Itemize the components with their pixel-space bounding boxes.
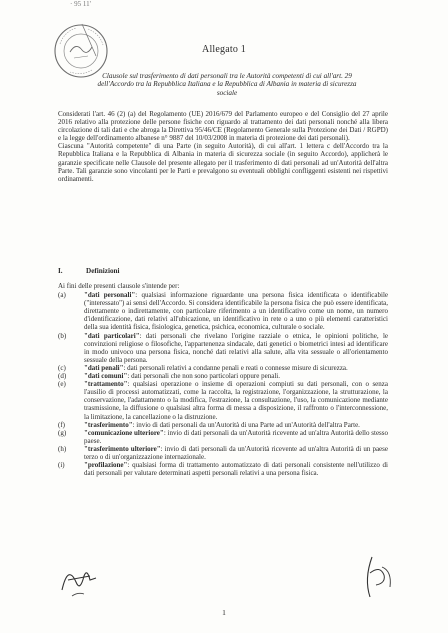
definition-letter: (c) xyxy=(58,363,66,372)
definition-item xyxy=(58,332,388,364)
definition-term: "profilazione" xyxy=(84,461,128,470)
definition-letter: (b) xyxy=(58,331,67,340)
definition-text: : qualsiasi informazione riguardante una persona fisica identificata o identificabile ("interessato") ai sensi dell'Accordo. Si considera identificabile la persona fisica che può essere identificata, direttamente o indirettamente, con particolare riferimento a un identificativo come un nome, un numero d'identificazione, dati relativi all'ubicazione, un identificativo in rete o a uno o più elementi caratteristici della sua identità fisica, fisiologica, genetica, psichica, economica, culturale o sociale. xyxy=(84,291,388,332)
intro-section xyxy=(58,110,388,183)
definition-term: "dati particolari" xyxy=(84,331,140,340)
definition-text: : dati personali relativi a condanne penali e reati o connesse misure di sicurezza. xyxy=(123,363,348,372)
definition-letter: (d) xyxy=(58,372,67,381)
definition-text: : dati personali che rivelano l'origine razziale o etnica, le opinioni politiche, le convinzioni religiose o filosofiche, l'appartenenza sindacale, dati genetici o biometrici intesi ad identificare in modo univoco una persona fisica, nonché dati relativi alla salute, alla vita sessuale o all'orientamento sessuale della persona. xyxy=(84,331,388,364)
section-title: Definizioni xyxy=(86,267,120,275)
handwritten-note: · 95 11' xyxy=(70,0,91,8)
intro-paragraph: Ciascuna "Autorità competente" di una Parte (in seguito Autorità), di cui all'art. 1 lettera c dell'Accordo tra la Repubblica Italiana e la Repubblica di Albania in materia di sicurezza sociale (in seguito Accordo), applicherà le garanzie specificate nelle Clausole del presente allegato per il trasferimento di dati personali ad un'Autorità dell'altra Parte. Tali garanzie sono vincolanti per le Parti e prevalgono su eventuali obblighi confliggenti esistenti nei rispettivi ordinamenti. xyxy=(58,142,388,183)
definitions-list xyxy=(58,282,388,477)
intro-paragraph: Considerati l'art. 46 (2) (a) del Regolamento (UE) 2016/679 del Parlamento europeo e del Consiglio del 27 aprile 2016 relativo alla protezione delle persone fisiche con riguardo al trattamento dei dati personali nonché alla libera circolazione di tali dati e che abroga la Direttiva 95/46/CE (Regolamento Generale sulla Protezione dei Dati / RGPD) e la legge dell'ordinamento albanese n° 9887 del 10/03/2008 in materia di protezione dei dati personali). xyxy=(58,110,388,143)
definition-text: : dati personali che non sono particolari oppure penali. xyxy=(127,372,280,381)
definition-letter: (h) xyxy=(58,444,67,453)
definition-item xyxy=(58,445,388,461)
definition-letter: (g) xyxy=(58,428,67,437)
definition-item xyxy=(58,421,388,429)
definition-term: "dati comuni" xyxy=(84,372,128,381)
definition-letter: (i) xyxy=(58,461,65,470)
definition-text: : invio di dati personali da un'Autorità di una Parte ad un'Autorità dell'altra Parte. xyxy=(132,420,360,429)
definitions-lead: Ai fini delle presenti clausole s'intende per: xyxy=(58,282,180,290)
document-title: Allegato 1 xyxy=(202,44,246,55)
definition-item xyxy=(58,461,388,477)
definition-letter: (e) xyxy=(58,380,66,389)
definition-term: "comunicazione ulteriore" xyxy=(84,428,164,437)
definition-item xyxy=(58,429,388,445)
definition-letter: (f) xyxy=(58,420,65,429)
signature-left-icon xyxy=(58,560,98,600)
document-subtitle: Clausole sul trasferimento di dati personali tra le Autorità competenti di cui all'art. 29 dell'Accordo tra la Repubblica Italiana e la Repubblica di Albania in materia di sicurezza sociale xyxy=(97,72,357,97)
definition-term: "trasferimento ulteriore" xyxy=(84,444,161,453)
definition-term: "trattamento" xyxy=(84,380,128,389)
section-number: I. xyxy=(58,267,63,275)
page-number: 1 xyxy=(222,608,226,617)
definition-term: "dati penali" xyxy=(84,363,124,372)
definition-term: "trasferimento" xyxy=(84,420,133,429)
definition-text: : invio di dati personali da un'Autorità ricevente ad un'altra Autorità di un paese terzo o di un'organizzazione internazionale. xyxy=(84,444,388,461)
definition-text: : invio di dati personali da un'Autorità ricevente ad un'altra Autorità dello stesso paese. xyxy=(84,428,389,445)
definition-item xyxy=(58,380,388,420)
definition-item xyxy=(58,364,388,372)
definition-term: "dati personali" xyxy=(84,291,136,300)
definition-letter: (a) xyxy=(58,291,66,300)
definition-text: : qualsiasi forma di trattamento automatizzato di dati personali consistente nell'utilizzo di dati personali per valutare determinati aspetti personali relativi a una persona fisica. xyxy=(84,461,388,478)
definition-item xyxy=(58,372,388,380)
definition-item xyxy=(58,291,388,331)
definition-text: : qualsiasi operazione o insieme di operazioni compiuti su dati personali, con o senza l'ausilio di processi automatizzati, come la raccolta, la registrazione, l'organizzazione, la strutturazione, la conservazione, l'adattamento o la modifica, l'estrazione, la consultazione, l'uso, la comunicazione mediante trasmissione, la diffusione o qualsiasi altra forma di messa a disposizione, il raffronto o l'interconnessione, la limitazione, la cancellazione o la distruzione. xyxy=(84,380,388,421)
signature-right-icon xyxy=(362,555,396,601)
section-heading xyxy=(58,267,120,275)
